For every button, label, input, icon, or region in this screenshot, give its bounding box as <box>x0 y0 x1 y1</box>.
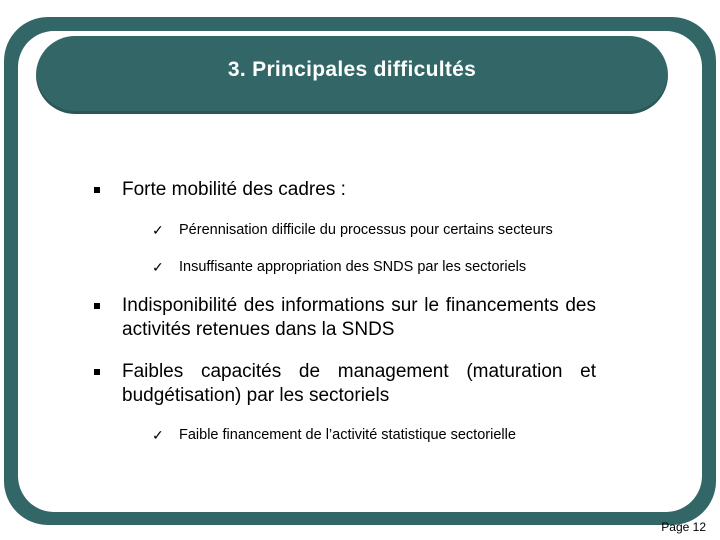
bullet-item <box>96 360 596 408</box>
square-bullet-icon <box>94 303 100 309</box>
bullet-text: Faibles capacités de management (maturation et budgétisation) par les sectoriels <box>122 361 596 406</box>
square-bullet-icon <box>94 187 100 193</box>
page-number: Page 12 <box>661 520 706 534</box>
sub-bullet-text: Pérennisation difficile du processus pour certains secteurs <box>179 222 553 238</box>
bullet-item <box>96 178 596 202</box>
checkmark-icon: ✓ <box>152 222 164 238</box>
square-bullet-icon <box>94 369 100 375</box>
slide-title: 3. Principales difficultés <box>227 58 477 81</box>
sub-bullet-item <box>152 220 612 240</box>
checkmark-icon: ✓ <box>152 259 164 275</box>
bullet-item <box>96 294 596 342</box>
sub-bullet-item <box>152 425 612 445</box>
sub-bullet-text: Insuffisante appropriation des SNDS par les sectoriels <box>179 259 527 275</box>
bullet-text: Forte mobilité des cadres : <box>122 179 346 200</box>
sub-bullet-text: Faible financement de l’activité statistique sectorielle <box>179 427 516 443</box>
sub-bullet-item <box>152 257 612 277</box>
bullet-text: Indisponibilité des informations sur le financements des activités retenues dans la SNDS <box>122 295 596 340</box>
checkmark-icon: ✓ <box>152 427 164 443</box>
